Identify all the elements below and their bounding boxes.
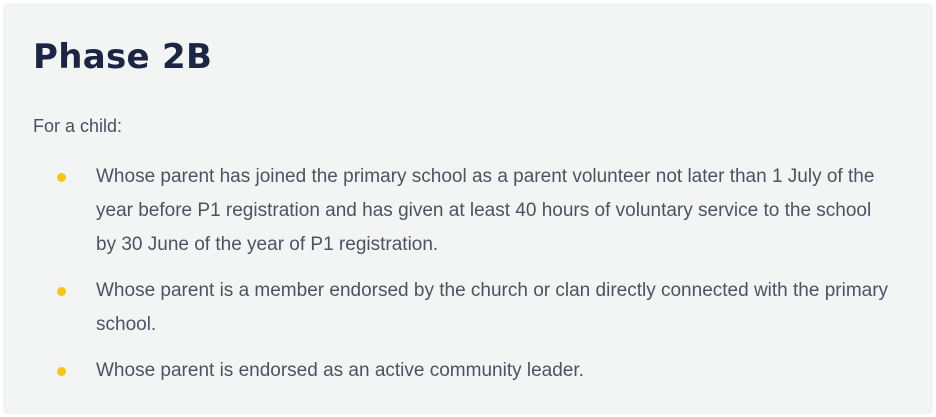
criteria-list (3, 160, 933, 400)
bullet-icon (57, 367, 66, 376)
intro-text: For a child: (33, 116, 123, 136)
bullet-icon (57, 287, 66, 296)
list-item (3, 160, 933, 262)
list-item-text: Whose parent has joined the primary school as a parent volunteer not later than 1 July of the year before P1 registration and has given at least 40 hours of voluntary service to the school by 30 June of the year of P1 registration. (96, 166, 875, 255)
list-item (3, 354, 933, 388)
list-item (3, 274, 933, 342)
bullet-icon (57, 173, 66, 182)
section-title: Phase 2B (33, 37, 213, 77)
list-item-text: Whose parent is endorsed as an active community leader. (96, 360, 584, 381)
list-item-text: Whose parent is a member endorsed by the church or clan directly connected with the primary school. (96, 280, 889, 335)
phase-card (3, 3, 933, 414)
